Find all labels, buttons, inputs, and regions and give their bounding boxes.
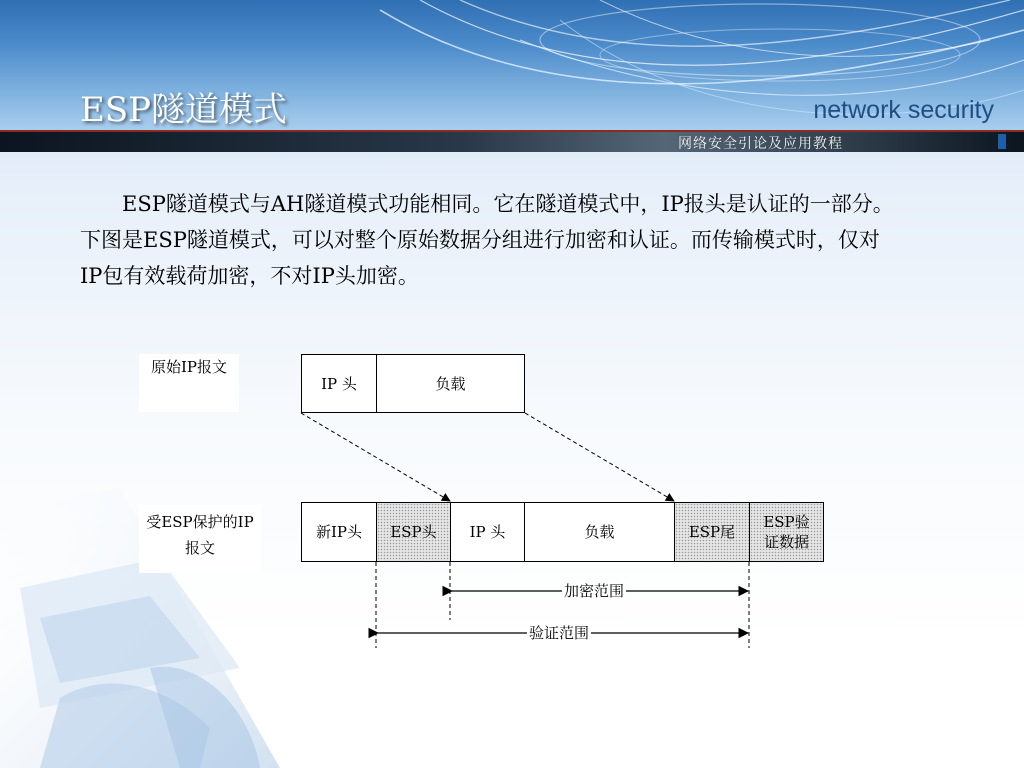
original-packet-label: 原始IP报文 [139,354,239,412]
esp-auth-data-cell: ESP验证数据 [749,502,824,562]
orig-payload-cell: 负载 [376,354,525,413]
course-subtitle: 网络安全引论及应用教程 [678,136,843,152]
esp-trailer-cell: ESP尾 [674,502,750,562]
slide-title: ESP隧道模式 [80,90,287,130]
map-arrow-right [525,413,674,501]
encrypt-range-label: 加密范围 [564,582,625,600]
inner-payload-cell: 负载 [524,502,675,562]
map-arrow-left [301,413,450,501]
inner-ip-header-cell: IP 头 [450,502,525,562]
body-paragraph: ESP隧道模式与AH隧道模式功能相同。它在隧道模式中，IP报头是认证的一部分。下图是ESP隧道模式，可以对整个原始数据分组进行加密和认证。而传输模式时，仅对IP包有效载荷加密，不对IP头加密。 [80,192,894,288]
protected-packet-label: 受ESP保护的IP报文 [139,505,261,573]
new-ip-header-cell: 新IP头 [301,502,377,562]
auth-range-label: 验证范围 [529,624,590,642]
orig-ip-header-cell: IP 头 [301,354,377,413]
brand-text: network security [813,96,994,124]
esp-header-cell: ESP头 [376,502,451,562]
